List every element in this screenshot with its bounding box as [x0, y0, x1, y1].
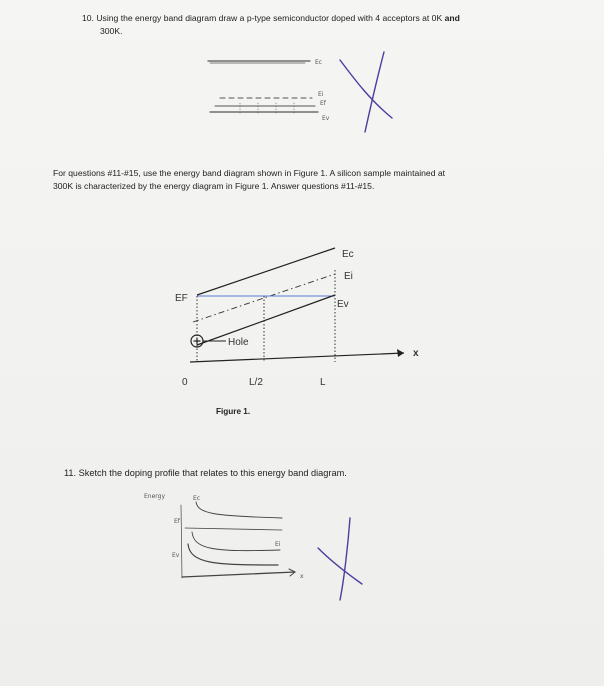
q10-acceptor-dots [240, 103, 294, 115]
fig-ei-label: Ei [344, 271, 353, 282]
fig-x-axis-arrowhead [397, 349, 404, 357]
q11-energy-label: Energy [144, 493, 166, 500]
fig-tick-l: L [320, 377, 326, 388]
fig-tick-half: L/2 [249, 377, 263, 388]
q11-grader-check-mark [318, 518, 362, 600]
q11-ef-line [185, 528, 282, 530]
q11-ec-label: Ec [193, 495, 201, 502]
q10-sketch [208, 61, 318, 115]
figure-caption: Figure 1. [216, 407, 251, 416]
fig-x-axis [190, 353, 404, 362]
q10-ev-label: Ev [322, 115, 330, 122]
q10-ef-label: Ef [320, 100, 326, 107]
figure-1 [190, 248, 404, 362]
question-10-line-2: 300K. [100, 26, 123, 36]
fig-ev-label: Ev [337, 299, 349, 310]
q11-x-axis [182, 572, 295, 577]
question-10-bold-word: and [444, 13, 460, 23]
q11-energy-axis [181, 505, 182, 578]
q11-sketch [181, 502, 295, 578]
q11-ev-curve [188, 544, 278, 565]
q10-ei-label: Ei [318, 91, 324, 98]
intro-line-1: For questions #11-#15, use the energy band diagram shown in Figure 1. A silicon sample maintained at [53, 168, 446, 178]
question-11: 11. Sketch the doping profile that relates to this energy band diagram. [64, 468, 347, 478]
fig-ec-line [197, 248, 335, 295]
q11-ei-label: Ei [275, 541, 281, 548]
q10-ec-label: Ec [315, 59, 323, 66]
q10-grader-x-mark [340, 52, 392, 132]
fig-x-axis-label: x [413, 348, 419, 359]
fig-ec-label: Ec [342, 249, 354, 260]
fig-ef-label: EF [175, 293, 188, 304]
question-10-text: 10. Using the energy band diagram draw a p-type semiconductor doped with 4 acceptors at 0K [82, 13, 445, 23]
q11-ev-label: Ev [172, 552, 180, 559]
q11-ec-curve [196, 502, 282, 518]
fig-ev-line [197, 295, 335, 345]
q11-ei-curve [192, 532, 280, 551]
q11-ef-label: Ef [174, 518, 180, 525]
fig-tick-0: 0 [182, 377, 188, 388]
fig-hole-label: Hole [228, 337, 249, 348]
q11-x-label: x [300, 573, 304, 580]
intro-line-2: 300K is characterized by the energy diagram in Figure 1. Answer questions #11-#15. [53, 181, 375, 191]
